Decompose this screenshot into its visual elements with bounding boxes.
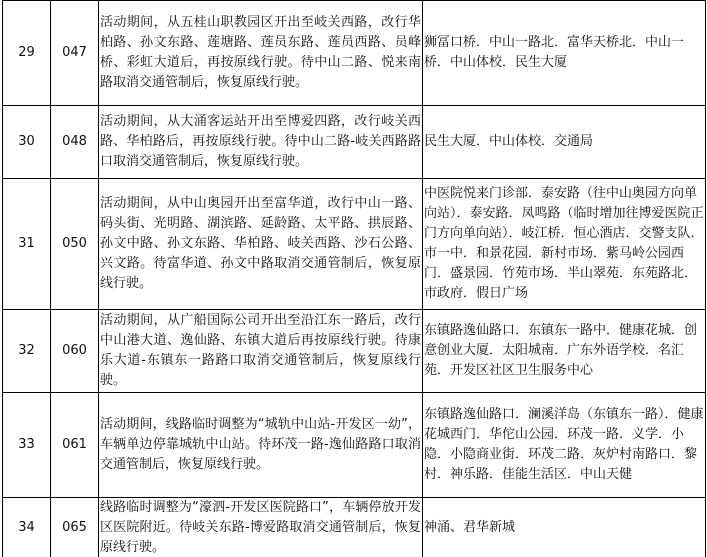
table-row bbox=[3, 498, 706, 557]
route-number: 048 bbox=[51, 106, 99, 179]
table-row bbox=[3, 179, 706, 310]
row-number: 31 bbox=[3, 179, 51, 310]
adjustment-description: 活动期间，从广船国际公司开出至沿江东一路后，改行中山港大道、逸仙路、东镇大道后再按原线行驶。待康乐大道-东镇东一路路口取消交通管制后，恢复原线行驶。 bbox=[99, 310, 423, 393]
table-row bbox=[3, 1, 706, 106]
table-row bbox=[3, 310, 706, 393]
route-adjustment-table bbox=[2, 0, 706, 557]
row-number: 32 bbox=[3, 310, 51, 393]
route-number: 065 bbox=[51, 498, 99, 557]
adjustment-description: 活动期间，线路临时调整为“城轨中山站-开发区一幼”，车辆单边停靠城轨中山站。待环茂一路-逸仙路路口取消交通管制后，恢复原线行驶。 bbox=[99, 393, 423, 498]
route-number: 060 bbox=[51, 310, 99, 393]
route-number: 061 bbox=[51, 393, 99, 498]
adjustment-description: 活动期间，从五桂山职教园区开出至岐关西路，改行华柏路、孙文东路、莲塘路、莲员东路、莲员西路、员峰桥、彩虹大道后，再按原线行驶。待中山二路、悦来南路取消交通管制后，恢复原线行驶。 bbox=[99, 1, 423, 106]
table-row bbox=[3, 393, 706, 498]
adjustment-description: 活动期间，从大涌客运站开出至博爱四路，改行岐关西路、华柏路后，再按原线行驶。待中山二路-岐关西路路口取消交通管制后，恢复原线行驶。 bbox=[99, 106, 423, 179]
route-number: 047 bbox=[51, 1, 99, 106]
row-number: 34 bbox=[3, 498, 51, 557]
route-number: 050 bbox=[51, 179, 99, 310]
adjustment-description: 活动期间，从中山奥园开出至富华道，改行中山一路、码头街、光明路、湖滨路、延龄路、太平路、拱辰路、孙文中路、孙文东路、华柏路、岐关西路、沙石公路、兴文路。待富华道、孙文中路取消交通管制后，恢复原线行驶。 bbox=[99, 179, 423, 310]
affected-stops: 神涌、君华新城 bbox=[423, 498, 706, 557]
table-row bbox=[3, 106, 706, 179]
row-number: 33 bbox=[3, 393, 51, 498]
row-number: 29 bbox=[3, 1, 51, 106]
adjustment-description: 线路临时调整为“濠泗-开发区医院路口”，车辆停放开发区医院附近。待岐关东路-博爱路取消交通管制后，恢复原线行驶。 bbox=[99, 498, 423, 557]
affected-stops: 东镇路逸仙路口．东镇东一路中．健康花城．创意创业大厦．太阳城南．广东外语学校．名汇苑．开发区社区卫生服务中心 bbox=[423, 310, 706, 393]
affected-stops: 东镇路逸仙路口．澜溪洋岛（东镇东一路）．健康花城西门．华佗山公园．环茂一路．义学．小隐．小隐商业街．环茂二路．灰炉村南路口．黎村．神乐路．佳能生活区．中山天健 bbox=[423, 393, 706, 498]
affected-stops: 民生大厦．中山体校．交通局 bbox=[423, 106, 706, 179]
row-number: 30 bbox=[3, 106, 51, 179]
affected-stops: 狮冨口桥．中山一路北．富华天桥北．中山一桥．中山体校．民生大厦 bbox=[423, 1, 706, 106]
affected-stops: 中医院悦来门诊部．泰安路（往中山奥园方向单向站）．泰安路．凤鸣路（临时增加往博爱医院正门方向单向站）．岐江桥．恒心酒店．交警支队．市一中．和景花园．新村市场．紫马岭公园西门．盛景园．竹苑市场．半山翠苑．东苑路北．市政府．假日广场 bbox=[423, 179, 706, 310]
